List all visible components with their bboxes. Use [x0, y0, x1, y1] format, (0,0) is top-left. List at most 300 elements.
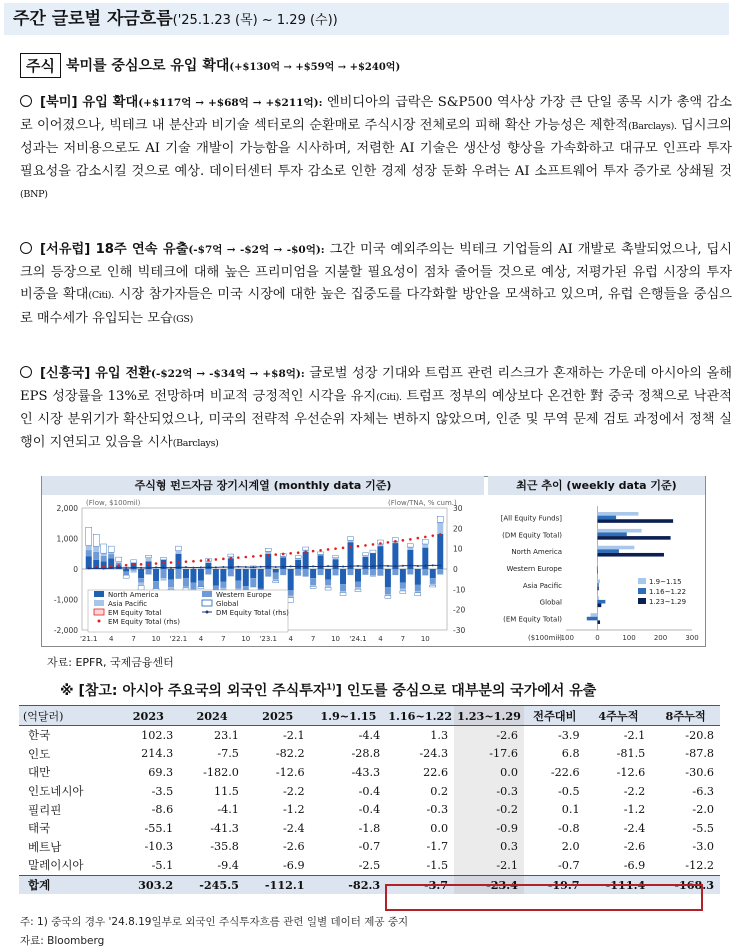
em-point — [312, 550, 315, 553]
table-cell: -111.4 — [586, 875, 652, 894]
table-header: 1.23~1.29 — [454, 706, 524, 726]
em-point — [215, 558, 218, 561]
bar — [400, 569, 406, 583]
bar — [265, 551, 271, 553]
table-cell: 214.3 — [141, 747, 174, 761]
bar — [318, 569, 324, 575]
table-row — [19, 726, 720, 745]
em-point — [155, 562, 158, 565]
category-label: [All Equity Funds] — [500, 514, 562, 523]
bar — [175, 551, 181, 554]
bar — [146, 569, 152, 574]
bar — [355, 589, 361, 591]
table-cell: -5.5 — [692, 821, 714, 835]
x-tick-label: 4 — [108, 635, 114, 643]
table-header: 2024 — [179, 706, 245, 726]
em-point — [245, 556, 248, 559]
bar — [101, 544, 107, 553]
bar — [235, 581, 241, 589]
em-point — [402, 539, 405, 542]
bar — [183, 578, 189, 587]
table-cell: 69.3 — [148, 765, 174, 779]
bullet-circle-icon — [20, 366, 32, 378]
table-cell: 11.5 — [213, 784, 239, 798]
bar — [392, 543, 398, 569]
bar — [288, 598, 294, 603]
dm-point — [200, 566, 202, 568]
bar — [340, 569, 346, 584]
bar — [93, 546, 99, 551]
x-tick-label: 4 — [378, 635, 383, 643]
asia-foreign-flow-table — [19, 705, 720, 894]
section-headline — [20, 52, 400, 78]
table-cell: -30.6 — [685, 765, 714, 779]
em-point — [117, 564, 120, 567]
table-cell: -6.3 — [692, 784, 714, 798]
table-cell: -1.2 — [623, 803, 646, 817]
bar — [138, 583, 144, 586]
table-cell: -35.8 — [210, 840, 239, 854]
y2-tick-label: -10 — [453, 585, 466, 595]
paragraph-lead — [40, 242, 325, 257]
table-cell: -12.2 — [685, 858, 714, 872]
reference-title — [60, 680, 596, 700]
bar — [168, 580, 174, 588]
bar — [598, 587, 599, 591]
em-point — [364, 544, 367, 547]
em-point — [297, 551, 300, 554]
dm-point — [95, 567, 97, 569]
table-cell: 0.3 — [454, 838, 524, 857]
bar — [273, 573, 279, 580]
bar — [153, 569, 159, 581]
bar — [340, 592, 346, 595]
bar — [430, 578, 436, 584]
bar — [325, 585, 331, 587]
legend-label: EM Equity Total — [108, 609, 162, 617]
bar — [415, 593, 421, 596]
bar — [138, 578, 144, 583]
dm-point — [379, 565, 381, 567]
bar — [348, 540, 354, 542]
table-cell: 102.3 — [141, 728, 174, 742]
dm-point — [387, 565, 389, 567]
table-cell: -12.6 — [275, 765, 305, 779]
table-row — [19, 856, 720, 875]
table-header: (억달러) — [19, 706, 118, 726]
em-point — [387, 541, 390, 544]
bar — [190, 569, 196, 583]
bar — [93, 534, 99, 546]
dm-point — [424, 565, 426, 567]
bar — [598, 620, 601, 624]
em-point — [424, 536, 427, 539]
headline-text: 북미를 중심으로 유입 확대 — [65, 58, 230, 74]
dm-point — [140, 567, 142, 569]
table-cell: -20.8 — [685, 728, 714, 742]
em-point — [394, 540, 397, 543]
table-cell: -2.6 — [283, 840, 305, 854]
bar — [175, 546, 181, 551]
reference-title-text: ] 인도를 중심으로 대부분의 국가에서 유출 — [335, 683, 597, 699]
table-row-label: 한국 — [28, 728, 51, 743]
bar — [415, 585, 421, 591]
bar — [101, 556, 107, 561]
table-row — [19, 838, 720, 857]
table-cell: -4.4 — [358, 728, 381, 742]
table-cell: -2.6 — [623, 840, 646, 854]
bar — [370, 550, 376, 553]
bar — [430, 569, 436, 578]
table-cell: 0.1 — [561, 803, 580, 817]
em-point — [372, 543, 375, 546]
table-cell: 6.8 — [561, 747, 580, 761]
legend-label: Western Europe — [216, 591, 272, 599]
bar — [355, 582, 361, 587]
dm-point — [402, 565, 404, 567]
legend-swatch — [94, 591, 104, 597]
table-cell: 303.2 — [118, 875, 180, 894]
bar — [86, 546, 92, 551]
table-cell: -19.7 — [524, 875, 586, 894]
table-header: 2023 — [118, 706, 180, 726]
table-row-label: 필리핀 — [28, 802, 62, 817]
em-point — [170, 561, 173, 564]
dm-point — [110, 567, 112, 569]
paragraph-text: 글로벌 성장 기대와 트럼프 관련 리스크가 혼재하는 가운데 아시아의 올해 EPS 성장률을 13%로 전망하며 비교적 긍정적인 시각을 유지 — [20, 366, 732, 404]
chart-right-title: 최근 추이 (weekly data 기준) — [488, 476, 705, 495]
dm-point — [327, 565, 329, 567]
table-cell: -0.7 — [558, 858, 580, 872]
legend-label: EM Equity Total (rhs) — [108, 618, 180, 626]
dm-point — [320, 566, 322, 568]
em-point — [439, 533, 442, 536]
source-tag: (BNP) — [20, 189, 48, 201]
bar — [280, 569, 286, 575]
dm-point — [335, 565, 337, 567]
table-cell: 0.2 — [430, 784, 449, 798]
page-title — [4, 3, 729, 35]
y2-tick-label: -30 — [453, 626, 466, 635]
table-row-label: 태국 — [28, 821, 51, 836]
x-tick-label: 10 — [420, 635, 430, 643]
bar — [86, 527, 92, 545]
x-tick-label: 10 — [331, 635, 341, 643]
em-point — [132, 563, 135, 566]
bar — [228, 554, 234, 557]
bar — [295, 556, 301, 559]
bar — [598, 549, 619, 553]
bar — [146, 558, 152, 562]
dm-point — [222, 566, 224, 568]
bar — [362, 553, 368, 556]
table-cell: -6.9 — [283, 858, 305, 872]
dm-point — [185, 566, 187, 568]
paragraph-lead — [40, 95, 322, 110]
bar — [138, 569, 144, 578]
title-date: ('25.1.23 (목) ~ 1.29 (수)) — [172, 13, 338, 28]
table-cell: -3.7 — [386, 875, 454, 894]
x-tick-label: 200 — [653, 634, 668, 642]
bar — [161, 569, 167, 578]
table-cell: -0.4 — [358, 784, 381, 798]
y2-tick-label: 30 — [453, 504, 463, 513]
em-point — [140, 563, 143, 566]
table-row-label: 말레이시아 — [28, 858, 84, 873]
bar — [437, 534, 443, 569]
dm-point — [177, 566, 179, 568]
table-cell: 22.6 — [423, 765, 449, 779]
bar — [355, 587, 361, 589]
source-tag: (Citi). — [88, 290, 114, 302]
bar — [265, 569, 271, 577]
table-cell: -1.8 — [358, 821, 381, 835]
bar — [400, 583, 406, 589]
bar — [437, 569, 443, 574]
bar — [161, 557, 167, 559]
paragraph-text: 시장 참가자들은 미국 시장에 대한 높은 집중도를 다각화할 방안을 모색하고 있으며, 유럽 은행들을 중심으로 매수세가 유입되는 모습 — [20, 287, 732, 326]
bar — [228, 569, 234, 576]
legend-label: 1.16~1.22 — [649, 588, 687, 596]
legend-swatch — [638, 578, 646, 584]
dm-point — [148, 567, 150, 569]
legend-label: 1.23~1.29 — [649, 598, 687, 606]
bar — [123, 571, 129, 575]
bar — [153, 581, 159, 588]
bar — [598, 596, 600, 600]
table-cell: -0.5 — [558, 784, 580, 798]
dm-point — [275, 566, 277, 568]
em-point — [125, 564, 128, 567]
bar — [415, 569, 421, 585]
table-row-label: 인도 — [28, 746, 51, 761]
table-cell: -1.2 — [283, 803, 305, 817]
em-point — [417, 537, 420, 540]
table-row-label: 인도네시아 — [28, 784, 84, 799]
em-point — [379, 542, 382, 545]
table-cell: -82.3 — [311, 875, 387, 894]
x-tick-label: '22.1 — [169, 635, 188, 643]
lead-label: [신흥국] 유입 전환 — [40, 366, 152, 381]
title-main: 주간 글로벌 자금흐름 — [13, 9, 173, 29]
bar — [385, 596, 391, 599]
dm-point — [350, 565, 352, 567]
bar — [598, 579, 601, 583]
table-cell: -0.3 — [454, 782, 524, 801]
table-cell: -0.2 — [454, 800, 524, 819]
bar — [303, 569, 309, 577]
dm-point — [432, 564, 434, 566]
bar — [333, 559, 339, 569]
bar — [587, 617, 598, 621]
table-cell: -0.8 — [558, 821, 580, 835]
table-cell: -1.5 — [426, 858, 449, 872]
table-cell: -43.3 — [351, 765, 381, 779]
bar — [213, 586, 219, 591]
em-point — [222, 558, 225, 561]
bullet-circle-icon — [20, 242, 32, 254]
x-unit-label: ($100mil) — [528, 634, 562, 642]
bar — [213, 569, 219, 586]
em-point — [192, 560, 195, 563]
table-cell: 1.3 — [430, 728, 449, 742]
bar — [220, 588, 226, 590]
bar — [598, 600, 606, 604]
dm-point — [155, 566, 157, 568]
bar — [146, 555, 152, 557]
paragraph-text: 그간 미국 예외주의는 빅테크 기업들의 AI 개발로 촉발되었으나, 딥시크의 등장으로 인해 빅테크에 대해 높은 프리미엄을 지불할 필요성이 점차 줄어들 것으로 예상, 저평가된 유럽 시장의 투자 비중을 확대 — [20, 242, 732, 303]
table-header: 2025 — [245, 706, 311, 726]
paragraph-lead — [40, 366, 305, 381]
y2-tick-label: 10 — [453, 544, 463, 554]
table-header-row — [19, 706, 720, 726]
table-cell: -2.1 — [283, 728, 305, 742]
table-cell: -168.3 — [651, 875, 720, 894]
table-row — [19, 763, 720, 782]
legend-label: DM Equity Total (rhs) — [216, 609, 289, 617]
table-row — [19, 800, 720, 819]
bar — [422, 539, 428, 544]
bar — [131, 569, 137, 571]
table-cell: -6.9 — [623, 858, 646, 872]
dm-point — [237, 566, 239, 568]
bar — [235, 569, 241, 581]
bar — [422, 544, 428, 548]
table-cell: -112.1 — [245, 875, 311, 894]
bar — [385, 569, 391, 587]
table-cell: -24.3 — [419, 747, 449, 761]
bar — [295, 569, 301, 576]
table-cell: -2.6 — [454, 726, 524, 745]
bar — [340, 584, 346, 591]
table-cell: -3.5 — [151, 784, 174, 798]
paragraph-emerging — [20, 363, 732, 455]
bar — [415, 591, 421, 593]
section-tag: 주식 — [20, 53, 61, 78]
em-point — [110, 565, 113, 568]
bar — [598, 536, 671, 540]
dm-point — [245, 566, 247, 568]
table-cell: -17.6 — [454, 745, 524, 764]
bar — [198, 581, 204, 587]
chart-left-title: 주식형 펀드자금 장기시계열 (monthly data 기준) — [42, 476, 484, 495]
bar — [400, 589, 406, 591]
bar — [400, 591, 406, 593]
paragraph-text: 엔비디아의 급락은 S&P500 역사상 가장 큰 단일 종목 시가 총액 감소로 이어졌으나, 빅테크 내 분산과 비기술 섹터로의 순환매로 주식시장 전체로의 피해 확산 가능성은 제한적 — [20, 95, 733, 133]
em-point — [177, 561, 180, 564]
dm-point — [312, 565, 314, 567]
table-cell: -82.2 — [275, 747, 305, 761]
dm-point — [417, 565, 419, 567]
em-point — [304, 551, 307, 554]
em-point — [431, 534, 434, 537]
highlight-box — [385, 884, 703, 911]
em-point — [357, 545, 360, 548]
x-tick-label: 7 — [400, 635, 406, 643]
table-cell: -87.8 — [685, 747, 714, 761]
bar — [362, 569, 368, 575]
dm-point — [342, 566, 344, 568]
bar — [273, 569, 279, 573]
em-point — [147, 563, 150, 566]
x-tick-label: 300 — [685, 634, 699, 642]
table-cell: -1.7 — [426, 840, 449, 854]
table-cell: -22.6 — [550, 765, 580, 779]
dm-point — [133, 567, 135, 569]
bar — [355, 569, 361, 582]
table-row — [19, 782, 720, 801]
em-point — [327, 548, 330, 551]
dm-point — [290, 565, 292, 567]
bar — [175, 569, 181, 579]
bar — [598, 546, 635, 550]
dm-point — [163, 567, 165, 569]
legend-swatch — [202, 600, 212, 606]
bar — [198, 569, 204, 581]
legend-swatch — [206, 611, 209, 614]
em-point — [230, 557, 233, 560]
table-cell: -2.1 — [454, 856, 524, 875]
bar — [86, 550, 92, 556]
dm-point — [207, 566, 209, 568]
lead-label: [서유럽] 18주 연속 유출 — [40, 242, 189, 257]
bar — [250, 578, 256, 587]
table-cell: -2.4 — [623, 821, 646, 835]
table-cell: -10.3 — [144, 840, 174, 854]
bar — [190, 583, 196, 590]
bar — [598, 570, 599, 574]
category-label: Asia Pacific — [522, 581, 562, 590]
bar — [131, 571, 137, 573]
em-point — [282, 553, 285, 556]
category-label: (DM Equity Total) — [502, 531, 562, 540]
table-cell: 0.0 — [430, 821, 449, 835]
table-cell: -55.1 — [144, 821, 174, 835]
x-tick-label: 100 — [622, 634, 636, 642]
dm-point — [305, 566, 307, 568]
bar — [183, 569, 189, 578]
table-cell: -2.5 — [358, 858, 381, 872]
bar — [288, 590, 294, 595]
bar — [598, 516, 617, 520]
bar — [288, 569, 294, 590]
dm-point — [439, 565, 441, 567]
bar — [348, 537, 354, 541]
x-tick-label: 7 — [310, 635, 316, 643]
dm-point — [215, 566, 217, 568]
paragraph-western-europe — [20, 239, 732, 331]
dm-point — [125, 567, 127, 569]
bar — [437, 516, 443, 522]
category-label: (EM Equity Total) — [503, 615, 562, 624]
bar — [101, 553, 107, 556]
em-point — [319, 549, 322, 552]
dm-point — [252, 566, 254, 568]
table-footnote: 주: 1) 중국의 경우 '24.8.19일부로 외국인 주식투자흐름 관련 일별 데이터 제공 중지 — [20, 916, 409, 928]
table-cell: 23.1 — [213, 728, 239, 742]
bar — [377, 569, 383, 576]
bar — [243, 569, 249, 586]
bar — [407, 569, 413, 574]
paragraph-text: 딥시크의 성과는 저비용으로도 AI 기술 개발이 가능함을 시사하며, 저렴한 AI 기술은 생산성 향상을 가속화하고 대규모 인프라 투자 필요성을 감소시킬 것으로 예상. 데이터센터 투자 감소로 인한 경제 성장 둔화 우려는 AI 소프트웨어 투자 증가로 상쇄될 것 — [20, 117, 732, 179]
x-tick-label: 7 — [221, 635, 226, 643]
bar — [295, 558, 301, 560]
bar — [220, 582, 226, 588]
bar — [93, 552, 99, 560]
table-cell: -0.9 — [454, 819, 524, 838]
legend-swatch — [638, 598, 646, 604]
table-cell: -8.6 — [151, 803, 174, 817]
